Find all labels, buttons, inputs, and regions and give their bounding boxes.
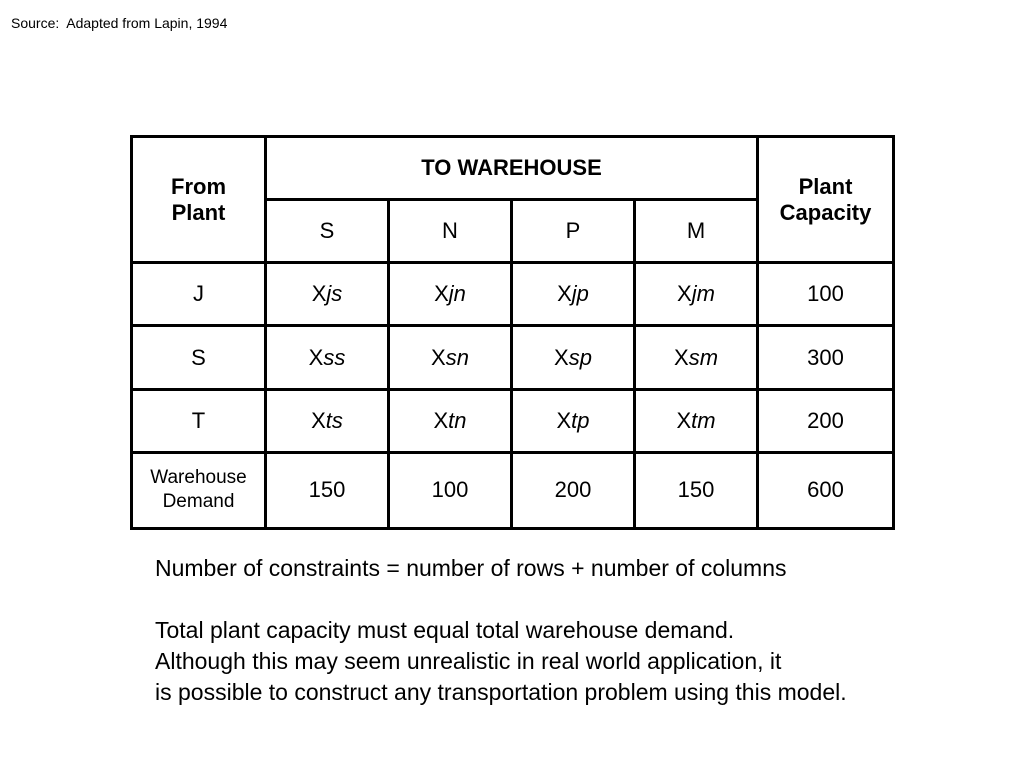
cell-var-js <box>266 263 389 326</box>
table-row-demand <box>132 452 894 528</box>
cell-var-ts <box>266 389 389 452</box>
capacity-j: 100 <box>758 263 894 326</box>
var-subscript: jp <box>571 281 589 307</box>
table-row-t <box>132 389 894 452</box>
demand-p: 200 <box>512 452 635 528</box>
table-row-s <box>132 326 894 389</box>
balance-note-line1: Total plant capacity must equal total warehouse demand. <box>155 617 735 643</box>
var-x: X <box>556 407 572 433</box>
demand-s: 150 <box>266 452 389 528</box>
from-plant-header <box>132 137 266 263</box>
demand-n: 100 <box>389 452 512 528</box>
source-note: Source: Adapted from Lapin, 1994 <box>11 15 228 31</box>
cell-var-tn <box>389 389 512 452</box>
var-subscript: sn <box>445 344 469 370</box>
warehouse-header-m: M <box>635 200 758 263</box>
var-x: X <box>557 281 572 307</box>
var-subscript: sp <box>568 344 592 370</box>
cell-var-jn <box>389 263 512 326</box>
var-x: X <box>431 344 446 370</box>
cell-var-sn <box>389 326 512 389</box>
var-subscript: js <box>326 281 343 307</box>
cell-var-jm <box>635 263 758 326</box>
var-subscript: jm <box>691 281 715 307</box>
to-warehouse-header: TO WAREHOUSE <box>266 137 758 200</box>
var-subscript: ss <box>323 344 346 370</box>
notes-spacer <box>155 584 847 615</box>
demand-total: 600 <box>758 452 894 528</box>
var-subscript: tm <box>691 407 716 433</box>
var-x: X <box>311 407 326 433</box>
plant-label-s: S <box>132 326 266 389</box>
constraints-note: Number of constraints = number of rows + number of columns <box>155 555 787 581</box>
balance-note-line2: Although this may seem unrealistic in real world application, it <box>155 648 782 674</box>
var-x: X <box>677 281 692 307</box>
plant-capacity-header-line1: Plant <box>798 173 853 199</box>
warehouse-demand-label-line1: Warehouse <box>150 467 247 489</box>
var-x: X <box>311 281 327 307</box>
demand-m: 150 <box>635 452 758 528</box>
warehouse-header-n: N <box>389 200 512 263</box>
var-x: X <box>676 407 692 433</box>
table-row-j <box>132 263 894 326</box>
warehouse-header-p: P <box>512 200 635 263</box>
var-x: X <box>433 407 449 433</box>
var-subscript: ts <box>325 407 343 433</box>
var-x: X <box>554 344 569 370</box>
cell-var-tm <box>635 389 758 452</box>
plant-label-j: J <box>132 263 266 326</box>
notes <box>155 553 847 708</box>
cell-var-jp <box>512 263 635 326</box>
var-subscript: tn <box>448 407 467 433</box>
var-subscript: jn <box>448 281 466 307</box>
capacity-t: 200 <box>758 389 894 452</box>
cell-var-ss <box>266 326 389 389</box>
cell-var-sm <box>635 326 758 389</box>
capacity-s: 300 <box>758 326 894 389</box>
var-x: X <box>434 281 449 307</box>
var-subscript: sm <box>688 344 719 370</box>
plant-capacity-header-line2: Capacity <box>779 199 872 225</box>
warehouse-demand-label <box>132 452 266 528</box>
balance-note-line3: is possible to construct any transportation problem using this model. <box>155 679 847 705</box>
var-x: X <box>308 344 324 370</box>
cell-var-sp <box>512 326 635 389</box>
var-x: X <box>674 344 689 370</box>
plant-capacity-header <box>758 137 894 263</box>
from-plant-header-line1: From <box>171 173 226 199</box>
warehouse-demand-label-line2: Demand <box>162 491 235 513</box>
from-plant-header-line2: Plant <box>171 199 226 225</box>
warehouse-header-s: S <box>266 200 389 263</box>
plant-label-t: T <box>132 389 266 452</box>
cell-var-tp <box>512 389 635 452</box>
transportation-table <box>130 135 895 530</box>
var-subscript: tp <box>571 407 590 433</box>
